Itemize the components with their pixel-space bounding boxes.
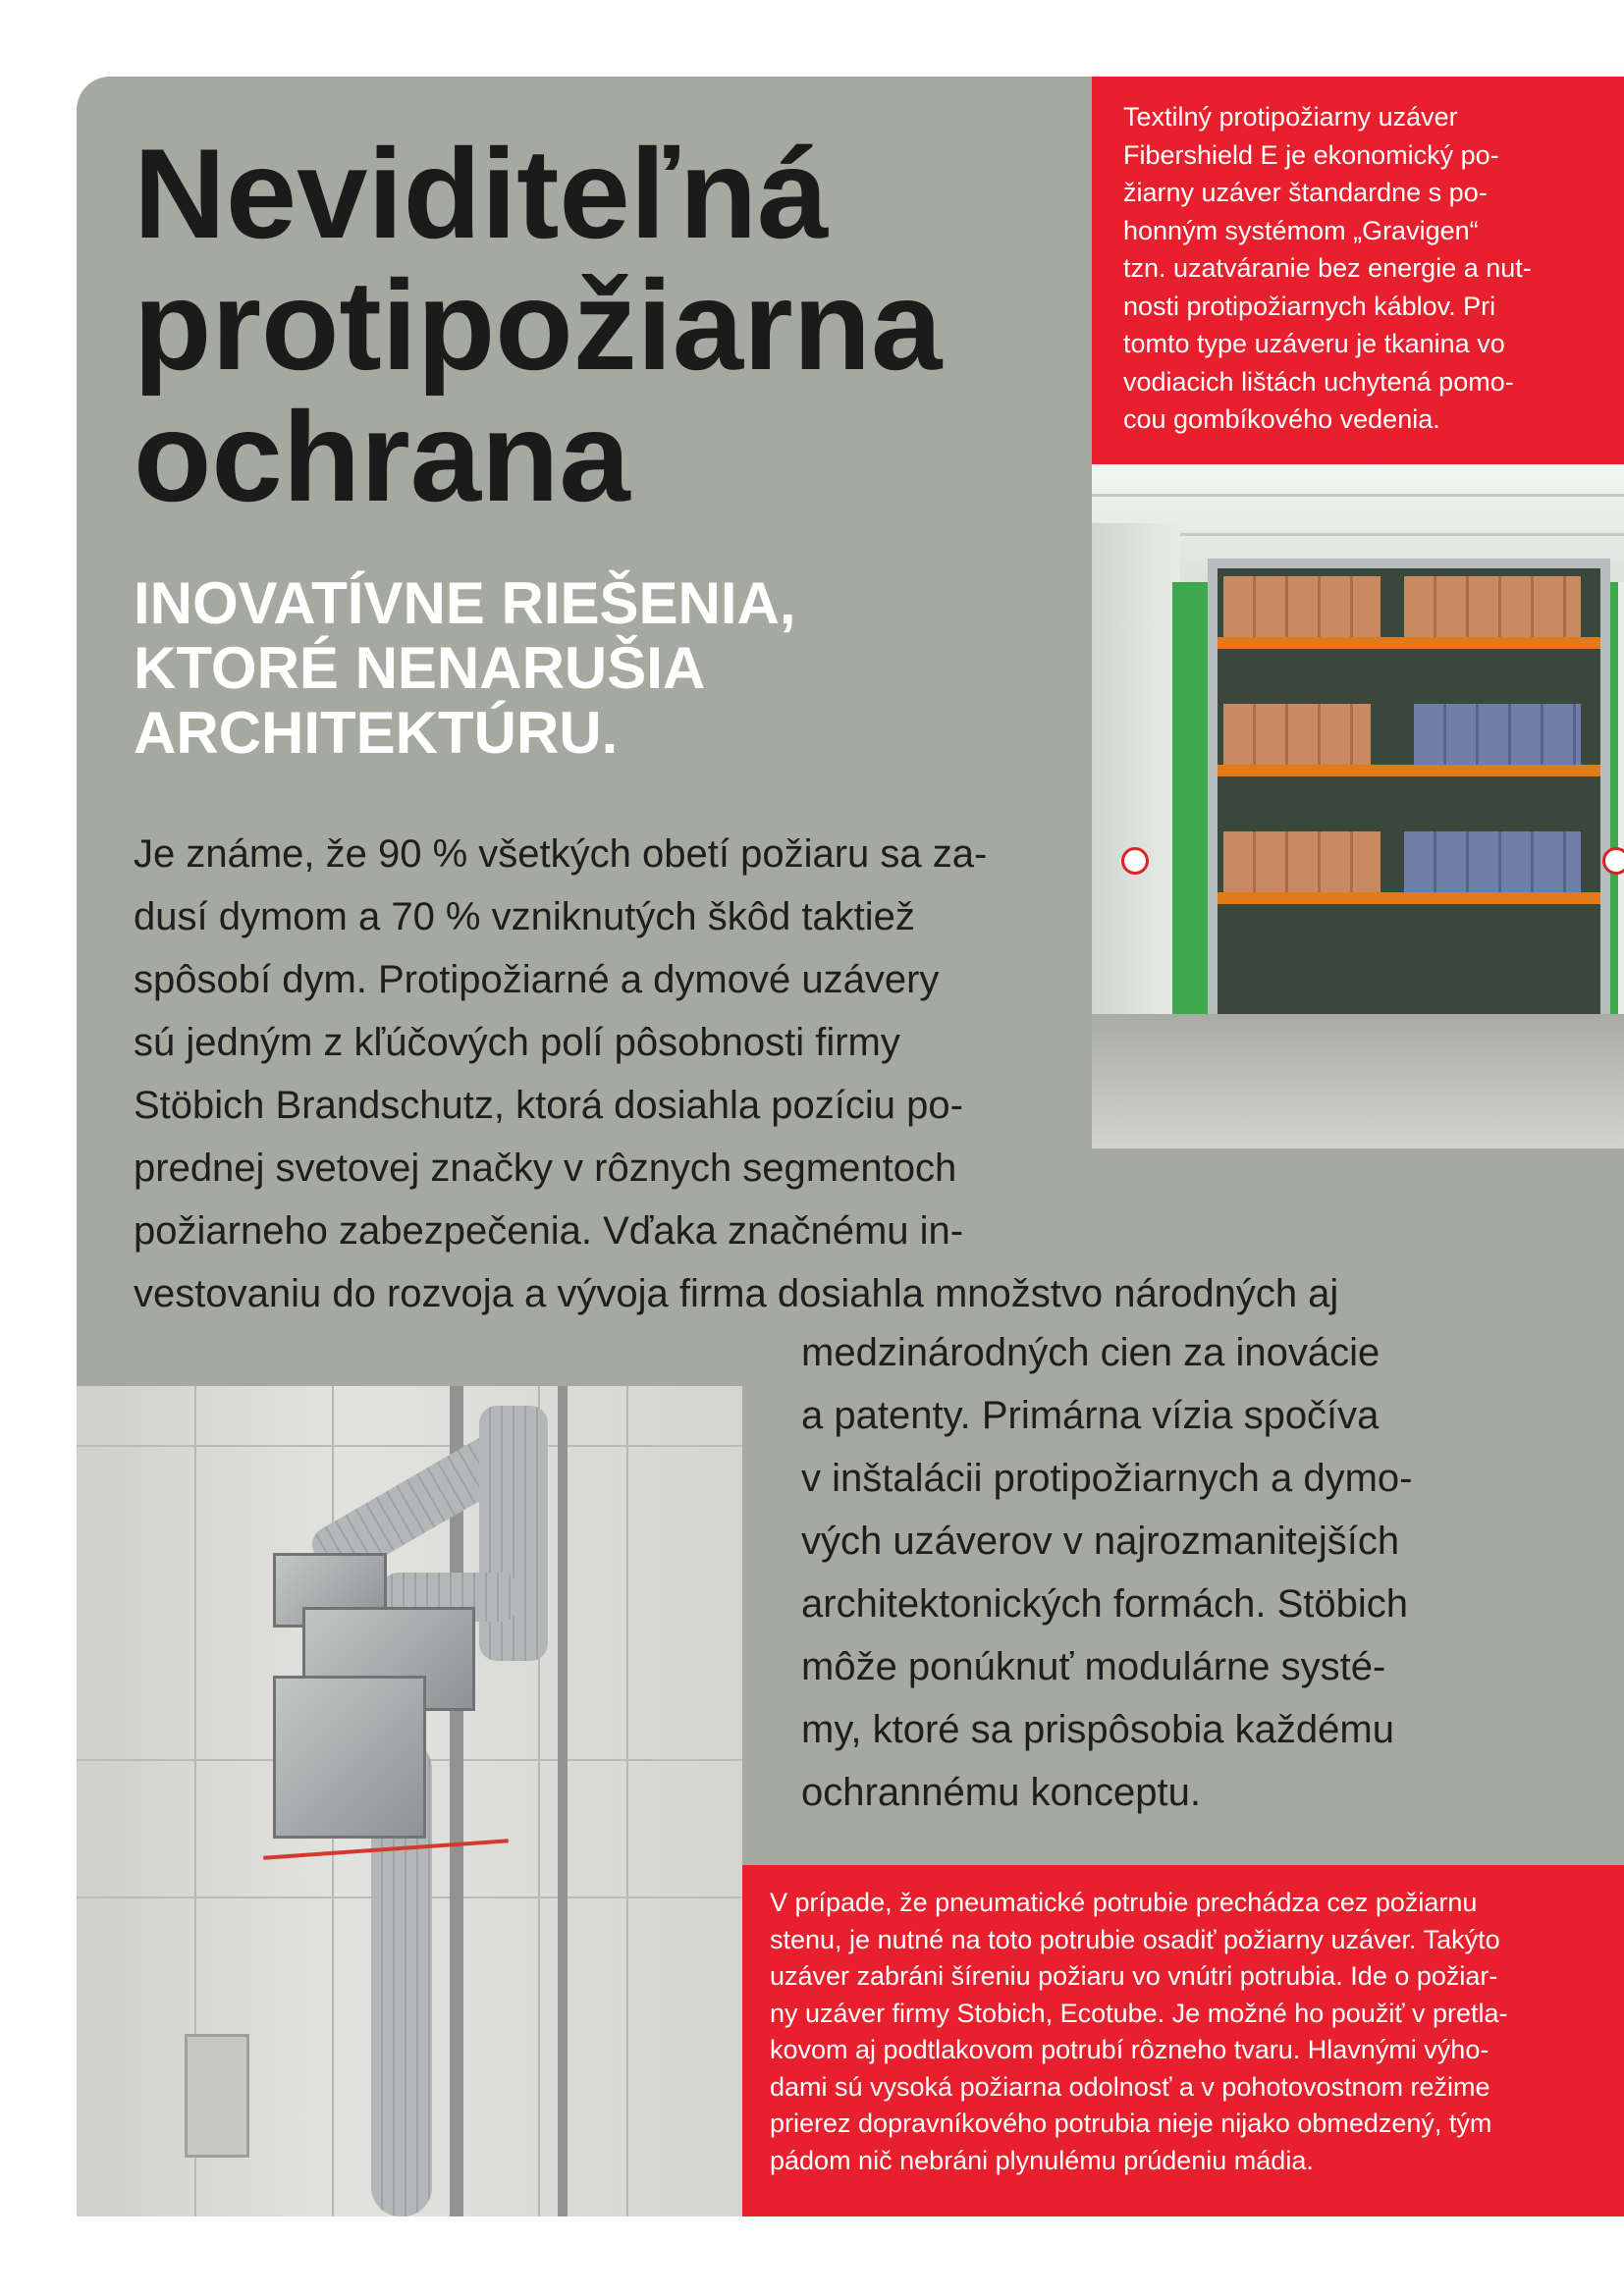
duct-shutoff-photo — [77, 1386, 742, 2216]
info-line: ny uzáver firmy Stobich, Ecotube. Je možné ho použiť v pretla- — [770, 1998, 1508, 2028]
title-line: ochrana — [134, 385, 630, 528]
info-box-fibershield — [1092, 77, 1624, 464]
info-line: Textilný protipožiarny uzáver — [1123, 102, 1458, 132]
info-line: uzáver zabráni šíreniu požiaru vo vnútri potrubia. Ide o požiar- — [770, 1961, 1498, 1991]
info-box-ecotube — [742, 1865, 1624, 2216]
body-line: sú jedným z kľúčových polí pôsobnosti firmy — [134, 1021, 900, 1064]
info-line: cou gombíkového vedenia. — [1123, 404, 1440, 434]
page-title — [134, 122, 943, 528]
body-line: a patenty. Primárna vízia spočíva — [801, 1394, 1380, 1437]
info-line: prierez dopravníkového potrubia nieje nijako obmedzený, tým — [770, 2109, 1492, 2138]
body-line: vých uzáverov v najrozmanitejších — [801, 1520, 1400, 1563]
subtitle — [134, 571, 796, 766]
body-line: medzinárodných cien za inovácie — [801, 1331, 1380, 1374]
body-line: architektonických formách. Stöbich — [801, 1582, 1409, 1626]
info-line: honným systémom „Gravigen“ — [1123, 215, 1479, 245]
warehouse-door-photo — [1092, 464, 1624, 1148]
info-line: pádom nič nebráni plynulému prúdeniu mádia. — [770, 2145, 1314, 2175]
info-line: stenu, je nutné na toto potrubie osadiť požiarny uzáver. Takýto — [770, 1924, 1500, 1954]
body-line: Je známe, že 90 % všetkých obetí požiaru sa za- — [134, 832, 988, 876]
body-line: vestovaniu do rozvoja a vývoja firma dosiahla množstvo národných aj — [134, 1272, 1339, 1315]
info-line: nosti protipožiarnych káblov. Pri — [1123, 291, 1496, 321]
body-line: prednej svetovej značky v rôznych segmentoch — [134, 1147, 957, 1190]
info-line: Fibershield E je ekonomický po- — [1123, 139, 1499, 170]
subtitle-line: INOVATÍVNE RIEŠENIA, — [134, 570, 796, 636]
subtitle-line: KTORÉ NENARUŠIA — [134, 635, 706, 701]
info-line: tzn. uzatváranie bez energie a nut- — [1123, 253, 1532, 283]
body-text-lower — [801, 1321, 1412, 1824]
body-line: v inštalácii protipožiarnych a dymo- — [801, 1457, 1413, 1500]
info-line: vodiacich lištách uchytená pomo- — [1123, 366, 1514, 397]
body-line: my, ktoré sa prispôsobia každému — [801, 1708, 1394, 1751]
subtitle-line: ARCHITEKTÚRU. — [134, 700, 619, 766]
info-line: tomto type uzáveru je tkanina vo — [1123, 329, 1505, 358]
info-line: žiarny uzáver štandardne s po- — [1123, 178, 1488, 207]
info-line: kovom aj podtlakovom potrubí rôzneho tvaru. Hlavnými výho- — [770, 2035, 1489, 2064]
body-line: požiarneho zabezpečenia. Vďaka značnému in- — [134, 1209, 964, 1253]
title-line: protipožiarna — [134, 253, 943, 397]
title-line: Neviditeľná — [134, 122, 829, 265]
info-line: V prípade, že pneumatické potrubie prechádza cez požiarnu — [770, 1888, 1478, 1917]
body-line: Stöbich Brandschutz, ktorá dosiahla pozíciu po- — [134, 1084, 963, 1127]
body-line: dusí dymom a 70 % vzniknutých škôd taktiež — [134, 895, 915, 938]
body-line: spôsobí dym. Protipožiarné a dymové uzávery — [134, 958, 940, 1001]
body-line: ochrannému konceptu. — [801, 1771, 1201, 1814]
info-line: dami sú vysoká požiarna odolnosť a v pohotovostnom režime — [770, 2071, 1490, 2102]
body-line: môže ponúknuť modulárne systé- — [801, 1645, 1386, 1688]
